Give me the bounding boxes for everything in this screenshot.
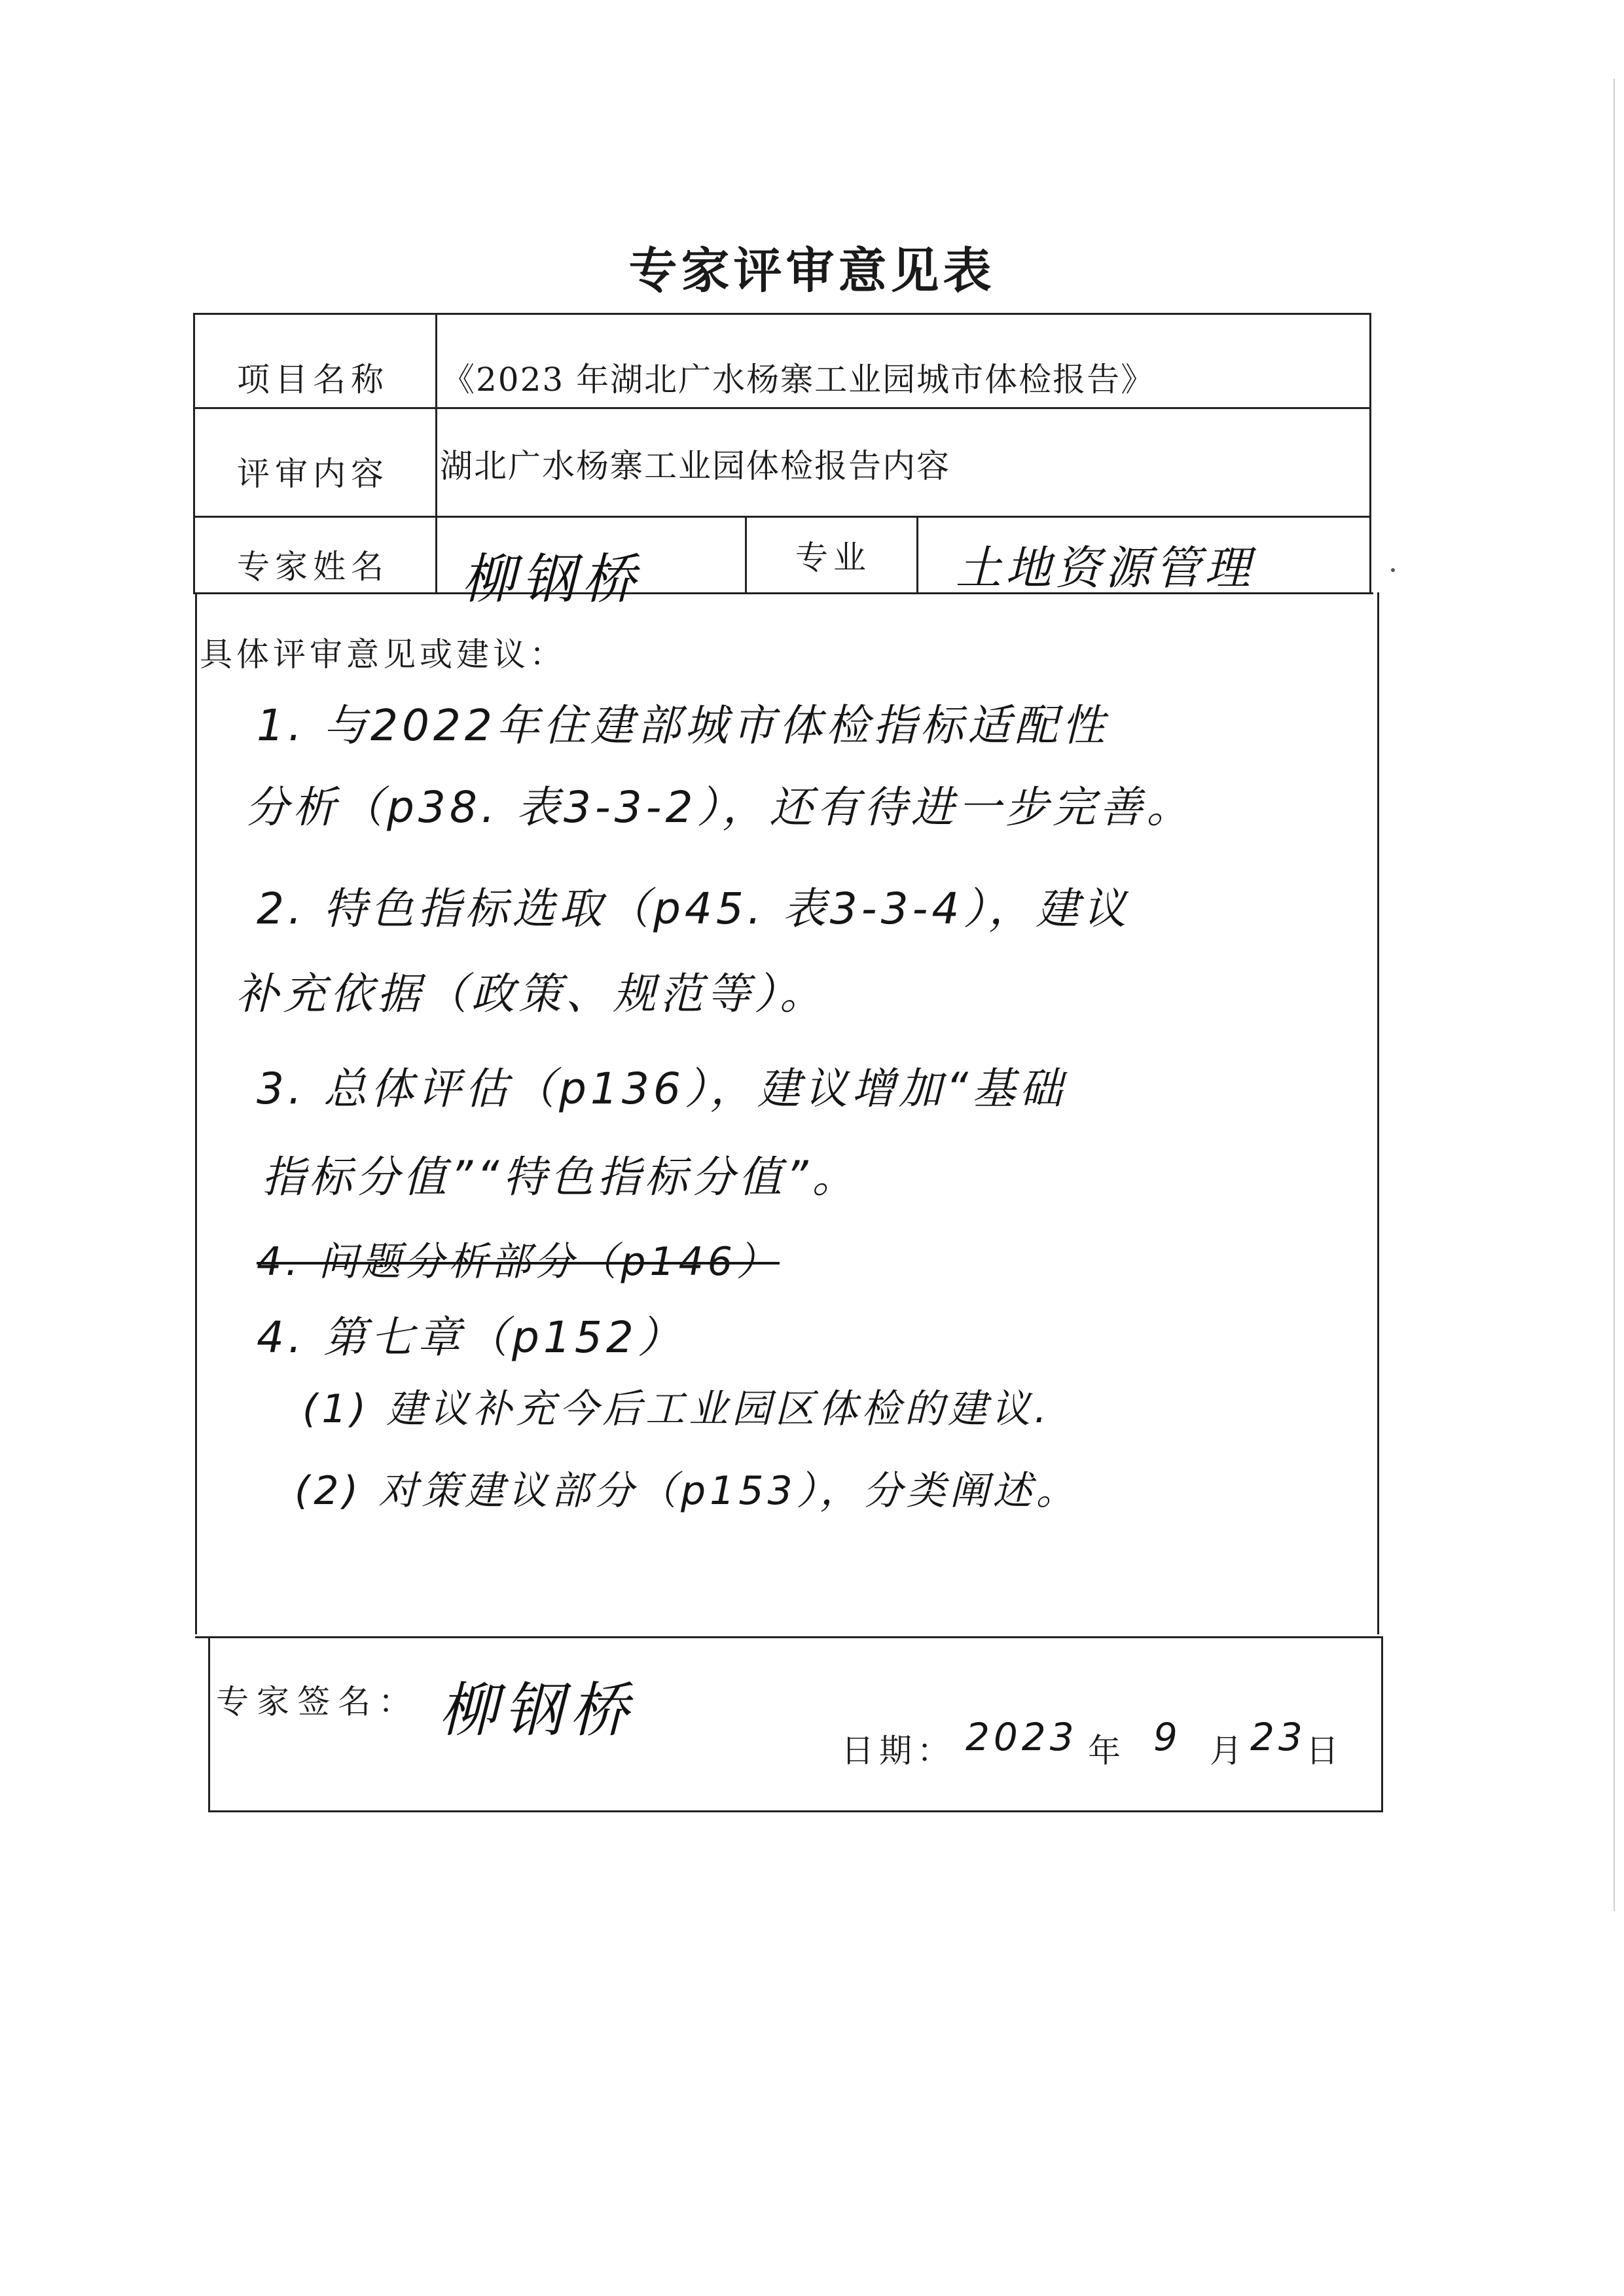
row-divider-2 [193,516,1371,518]
major-label-left-divider [745,516,747,594]
opinion-line: 分析（p38. 表3-3-2），还有待进一步完善。 [245,782,1194,833]
major-label: 专业 [795,539,871,577]
date-year-handwritten: 2023 [965,1715,1078,1759]
date-label: 日期： [841,1732,955,1770]
expert-name-label: 专家姓名 [237,548,389,586]
opinion-subline: (1) 建议补充今后工业园区体检的建议. [302,1386,1051,1432]
major-label-right-divider [916,516,918,594]
form-title: 专家评审意见表 [628,243,996,299]
date-month-handwritten: 9 [1153,1715,1182,1759]
expert-name-handwritten: 柳钢桥 [461,548,642,611]
opinion-subline: (2) 对策建议部分（p153），分类阐述。 [295,1468,1079,1514]
opinion-line-struck: 4. 问题分析部分（p146） [257,1239,780,1285]
signature-handwritten: 柳钢桥 [439,1676,635,1745]
scan-edge-line [1614,79,1615,1911]
row-divider-1 [193,407,1371,409]
opinion-line: 补充依据（政策、规范等）。 [236,969,827,1019]
signature-right-border [1381,1636,1383,1812]
table-right-border-top [1369,313,1371,594]
opinion-line: 1. 与2022年住建部城市体检指标适配性 [257,700,1109,751]
label-column-divider [435,313,437,594]
opinion-line: 指标分值”“特色指标分值”。 [262,1152,859,1202]
review-content-value: 湖北广水杨寨工业园体检报告内容 [440,447,950,485]
signature-divider [195,1636,1383,1638]
opinions-left-border [195,592,197,1634]
scan-speck [1391,568,1395,572]
date-month-unit: 月 [1210,1732,1244,1770]
review-content-label: 评审内容 [237,455,389,493]
date-day-unit: 日 [1306,1732,1340,1770]
date-day-handwritten: 23 [1250,1715,1307,1759]
opinion-line: 3. 总体评估（p136），建议增加“基础 [257,1064,1067,1114]
date-year-unit: 年 [1088,1732,1122,1770]
table-top-border [193,313,1371,315]
major-value-handwritten: 土地资源管理 [956,541,1254,595]
table-bottom-border [208,1810,1383,1812]
opinions-label: 具体评审意见或建议： [200,636,566,673]
signature-left-border [208,1636,210,1812]
project-name-value: 《2023 年湖北广水杨寨工业园城市体检报告》 [442,361,1155,399]
project-name-label: 项目名称 [237,361,389,399]
signature-label: 专家签名： [216,1683,419,1721]
opinion-line: 4. 第七章（p152） [257,1312,685,1363]
opinion-line: 2. 特色指标选取（p45. 表3-3-4），建议 [257,884,1130,934]
table-left-border-top [193,313,195,594]
opinions-right-border [1377,592,1379,1634]
